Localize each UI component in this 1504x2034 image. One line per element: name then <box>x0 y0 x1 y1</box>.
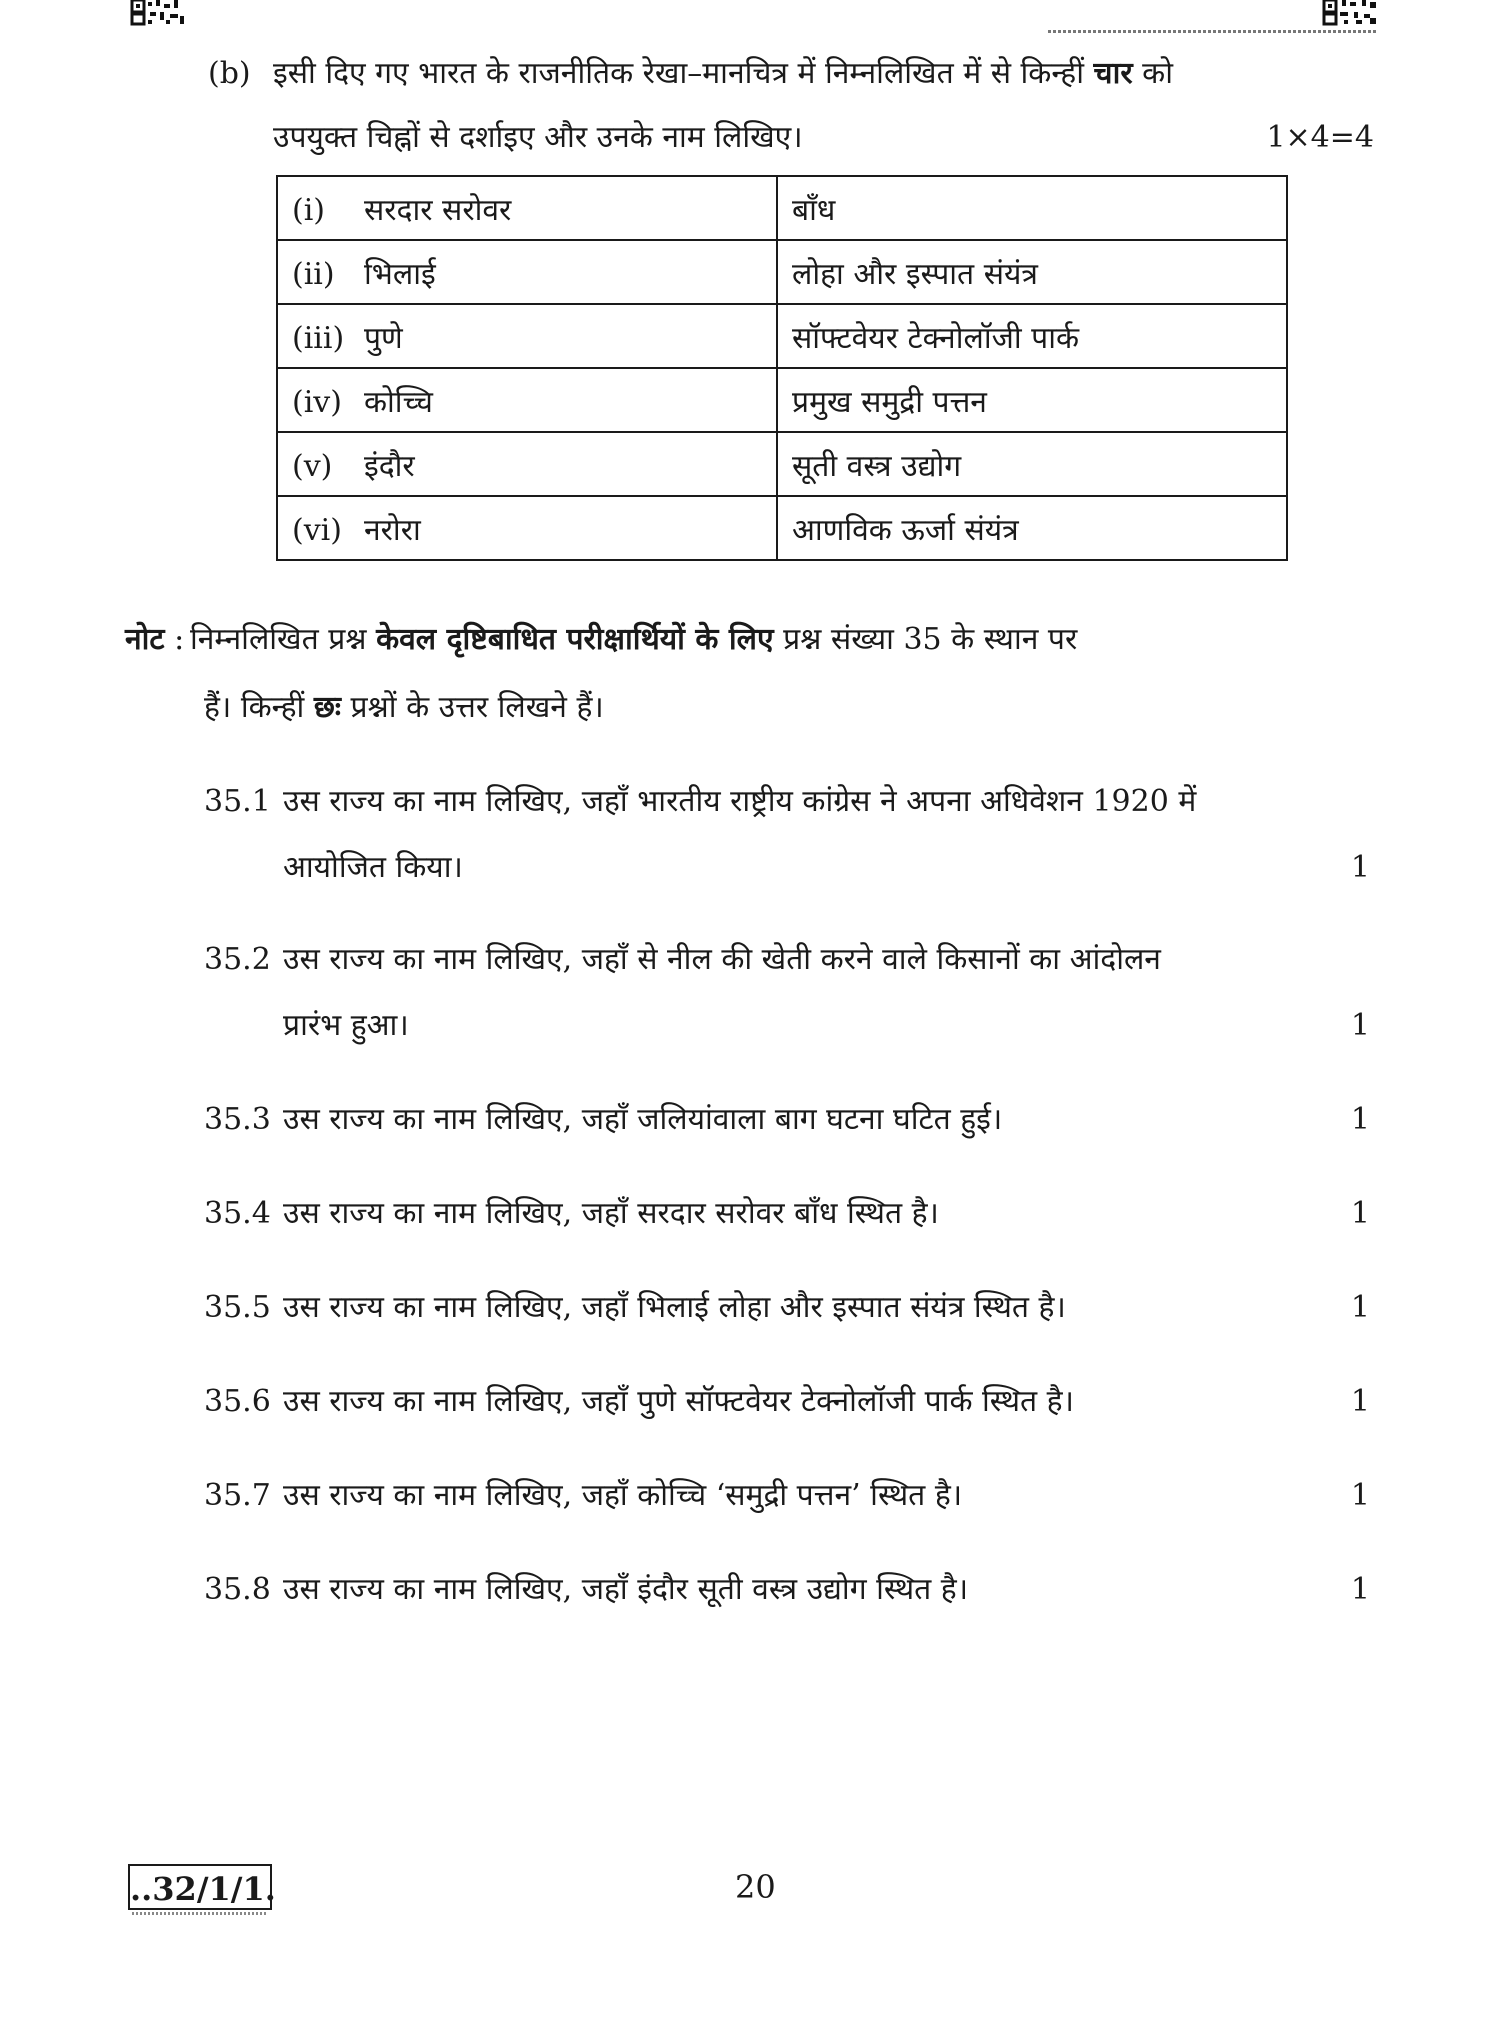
table-row: (iv) कोच्चि प्रमुख समुद्री पत्तन <box>277 368 1287 432</box>
paper-code: ..32/1/1. <box>128 1864 272 1910</box>
table-row: (i) सरदार सरोवर बाँध <box>277 176 1287 240</box>
question-number: 35.5 <box>204 1290 271 1325</box>
table-row: (ii) भिलाई लोहा और इस्पात संयंत्र <box>277 240 1287 304</box>
qr-code-icon <box>130 0 186 26</box>
places-table <box>276 175 1288 561</box>
question-text: उस राज्य का नाम लिखिए, जहाँ से नील की खेती करने वाले किसानों का आंदोलन <box>283 942 1161 977</box>
question-b-marks: 1×4=4 <box>1266 120 1374 155</box>
qr-code-icon <box>1322 0 1378 26</box>
question-marks: 1 <box>1350 1008 1370 1043</box>
table-row: (v) इंदौर सूती वस्त्र उद्योग <box>277 432 1287 496</box>
note-label: नोट : <box>125 622 185 657</box>
question-b-label: (b) <box>208 56 251 91</box>
question-marks: 1 <box>1350 1572 1370 1607</box>
question-number: 35.8 <box>204 1572 271 1607</box>
question-marks: 1 <box>1350 1102 1370 1137</box>
note-text-line2: हैं। किन्हीं छः प्रश्नों के उत्तर लिखने हैं। <box>204 690 604 725</box>
header-microtext-line <box>1048 30 1378 33</box>
places-table-body <box>277 176 1287 560</box>
question-marks: 1 <box>1350 1384 1370 1419</box>
note-text-line1: निम्नलिखित प्रश्न केवल दृष्टिबाधित परीक्षार्थियों के लिए प्रश्न संख्या 35 के स्थान पर <box>190 622 1078 657</box>
question-number: 35.6 <box>204 1384 271 1419</box>
question-number: 35.1 <box>204 784 271 819</box>
question-number: 35.7 <box>204 1478 271 1513</box>
question-text: उस राज्य का नाम लिखिए, जहाँ कोच्चि ‘समुद्री पत्तन’ स्थित है। <box>283 1478 963 1513</box>
question-text: उस राज्य का नाम लिखिए, जहाँ पुणे सॉफ्टवेयर टेक्नोलॉजी पार्क स्थित है। <box>283 1384 1074 1419</box>
question-marks: 1 <box>1350 850 1370 885</box>
question-text: उस राज्य का नाम लिखिए, जहाँ जलियांवाला बाग घटना घटित हुई। <box>283 1102 1003 1137</box>
question-number: 35.3 <box>204 1102 271 1137</box>
question-marks: 1 <box>1350 1478 1370 1513</box>
question-b-text-line1: इसी दिए गए भारत के राजनीतिक रेखा–मानचित्र में निम्नलिखित में से किन्हीं चार को <box>273 56 1173 91</box>
table-row: (vi) नरोरा आणविक ऊर्जा संयंत्र <box>277 496 1287 560</box>
question-text: उस राज्य का नाम लिखिए, जहाँ भारतीय राष्ट्रीय कांग्रेस ने अपना अधिवेशन 1920 में <box>283 784 1197 819</box>
question-text-continued: आयोजित किया। <box>283 850 463 885</box>
question-text-continued: प्रारंभ हुआ। <box>283 1008 409 1043</box>
question-number: 35.4 <box>204 1196 271 1231</box>
table-row: (iii) पुणे सॉफ्टवेयर टेक्नोलॉजी पार्क <box>277 304 1287 368</box>
question-number: 35.2 <box>204 942 271 977</box>
question-b-text-line2: उपयुक्त चिह्नों से दर्शाइए और उनके नाम लिखिए। <box>273 120 803 155</box>
question-marks: 1 <box>1350 1290 1370 1325</box>
question-marks: 1 <box>1350 1196 1370 1231</box>
question-text: उस राज्य का नाम लिखिए, जहाँ भिलाई लोहा और इस्पात संयंत्र स्थित है। <box>283 1290 1066 1325</box>
question-text: उस राज्य का नाम लिखिए, जहाँ सरदार सरोवर बाँध स्थित है। <box>283 1196 939 1231</box>
page-number: 20 <box>735 1868 776 1906</box>
question-text: उस राज्य का नाम लिखिए, जहाँ इंदौर सूती वस्त्र उद्योग स्थित है। <box>283 1572 969 1607</box>
